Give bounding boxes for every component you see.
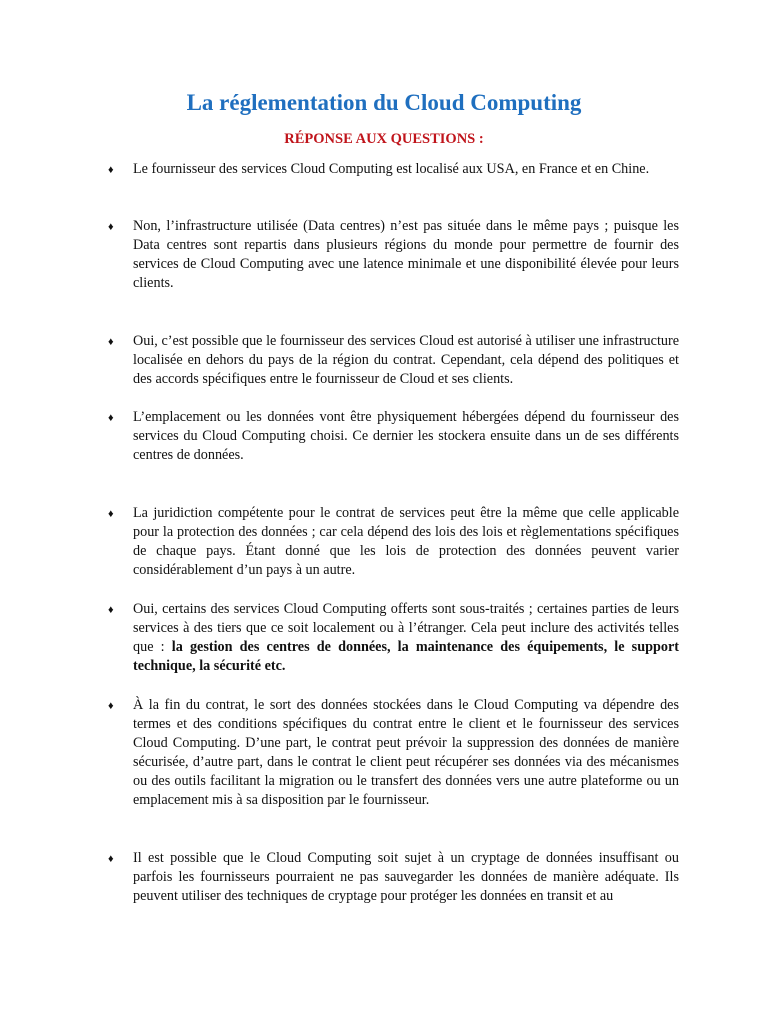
- list-item: [108, 217, 680, 293]
- paragraph-text: À la fin du contrat, le sort des données stockées dans le Cloud Computing va dépendre des termes et des conditions spécifiques du contrat entre le client et le fournisseur des services Cloud Computing. D’une part, le contrat peut prévoir la suppression des données de manière sécurisée, d’autre part, dans le contrat le client peut récupérer ses données via des mécanismes ou des outils facilitant la migration ou le transfert des données vers une autre plateforme ou un emplacement mis à sa disposition par le fournisseur.: [133, 697, 679, 808]
- diamond-bullet-icon: ♦: [108, 508, 114, 520]
- diamond-bullet-icon: ♦: [108, 336, 114, 348]
- list-item: [108, 504, 680, 580]
- paragraph-text: Oui, c’est possible que le fournisseur des services Cloud est autorisé à utiliser une infrastructure localisée en dehors du pays de la région du contrat. Cependant, cela dépend des politiques et des accords spécifiques entre le fournisseur de Cloud et ses clients.: [133, 333, 679, 387]
- paragraph-text: [133, 600, 679, 676]
- paragraph-text: Non, l’infrastructure utilisée (Data centres) n’est pas située dans le même pays ; puisque les Data centres sont repartis dans plusieurs régions du monde pour permettre de fournir des services de Cloud Computing avec une latence minimale et une disponibilité élevée pour leurs clients.: [133, 218, 679, 291]
- list-item: [108, 408, 680, 465]
- diamond-bullet-icon: ♦: [108, 604, 114, 616]
- paragraph-text: Le fournisseur des services Cloud Computing est localisé aux USA, en France et en Chine.: [133, 161, 650, 177]
- list-item: [108, 849, 680, 906]
- diamond-bullet-icon: ♦: [108, 700, 114, 712]
- list-item: [108, 696, 680, 810]
- diamond-bullet-icon: ♦: [108, 412, 114, 424]
- diamond-bullet-icon: ♦: [108, 221, 114, 233]
- list-item: [108, 600, 680, 676]
- section-heading: RÉPONSE AUX QUESTIONS :: [284, 131, 484, 147]
- diamond-bullet-icon: ♦: [108, 853, 114, 865]
- list-item: [108, 160, 680, 179]
- paragraph-text-regular: Oui, certains des services Cloud Computing offerts sont sous-traités ; certaines parties de leurs services à des tiers que ce soit localement ou à l’étranger. Cela peut inclure des activités telles que :: [133, 601, 679, 655]
- paragraph-text: L’emplacement ou les données vont être physiquement hébergées dépend du fournisseur des services du Cloud Computing choisi. Ce dernier les stockera ensuite dans un de ses différents centres de données.: [133, 409, 679, 463]
- paragraph-text-bold: la gestion des centres de données, la maintenance des équipements, le support technique, la sécurité etc.: [133, 639, 679, 674]
- paragraph-text: Il est possible que le Cloud Computing soit sujet à un cryptage de données insuffisant ou parfois les fournisseurs pourraient ne pas sauvegarder les données de manière adéquate. Ils peuvent utiliser des techniques de cryptage pour protéger les données en transit et au: [133, 850, 679, 904]
- list-item: [108, 332, 680, 389]
- document-title: La réglementation du Cloud Computing: [186, 90, 582, 115]
- diamond-bullet-icon: ♦: [108, 164, 114, 176]
- paragraph-text: La juridiction compétente pour le contrat de services peut être la même que celle applicable pour la protection des données ; car cela dépend des lois des lois et règlementations spécifiques de chaque pays. Étant donné que les lois de protection des données peuvent varier considérablement d’un pays à un autre.: [133, 505, 679, 578]
